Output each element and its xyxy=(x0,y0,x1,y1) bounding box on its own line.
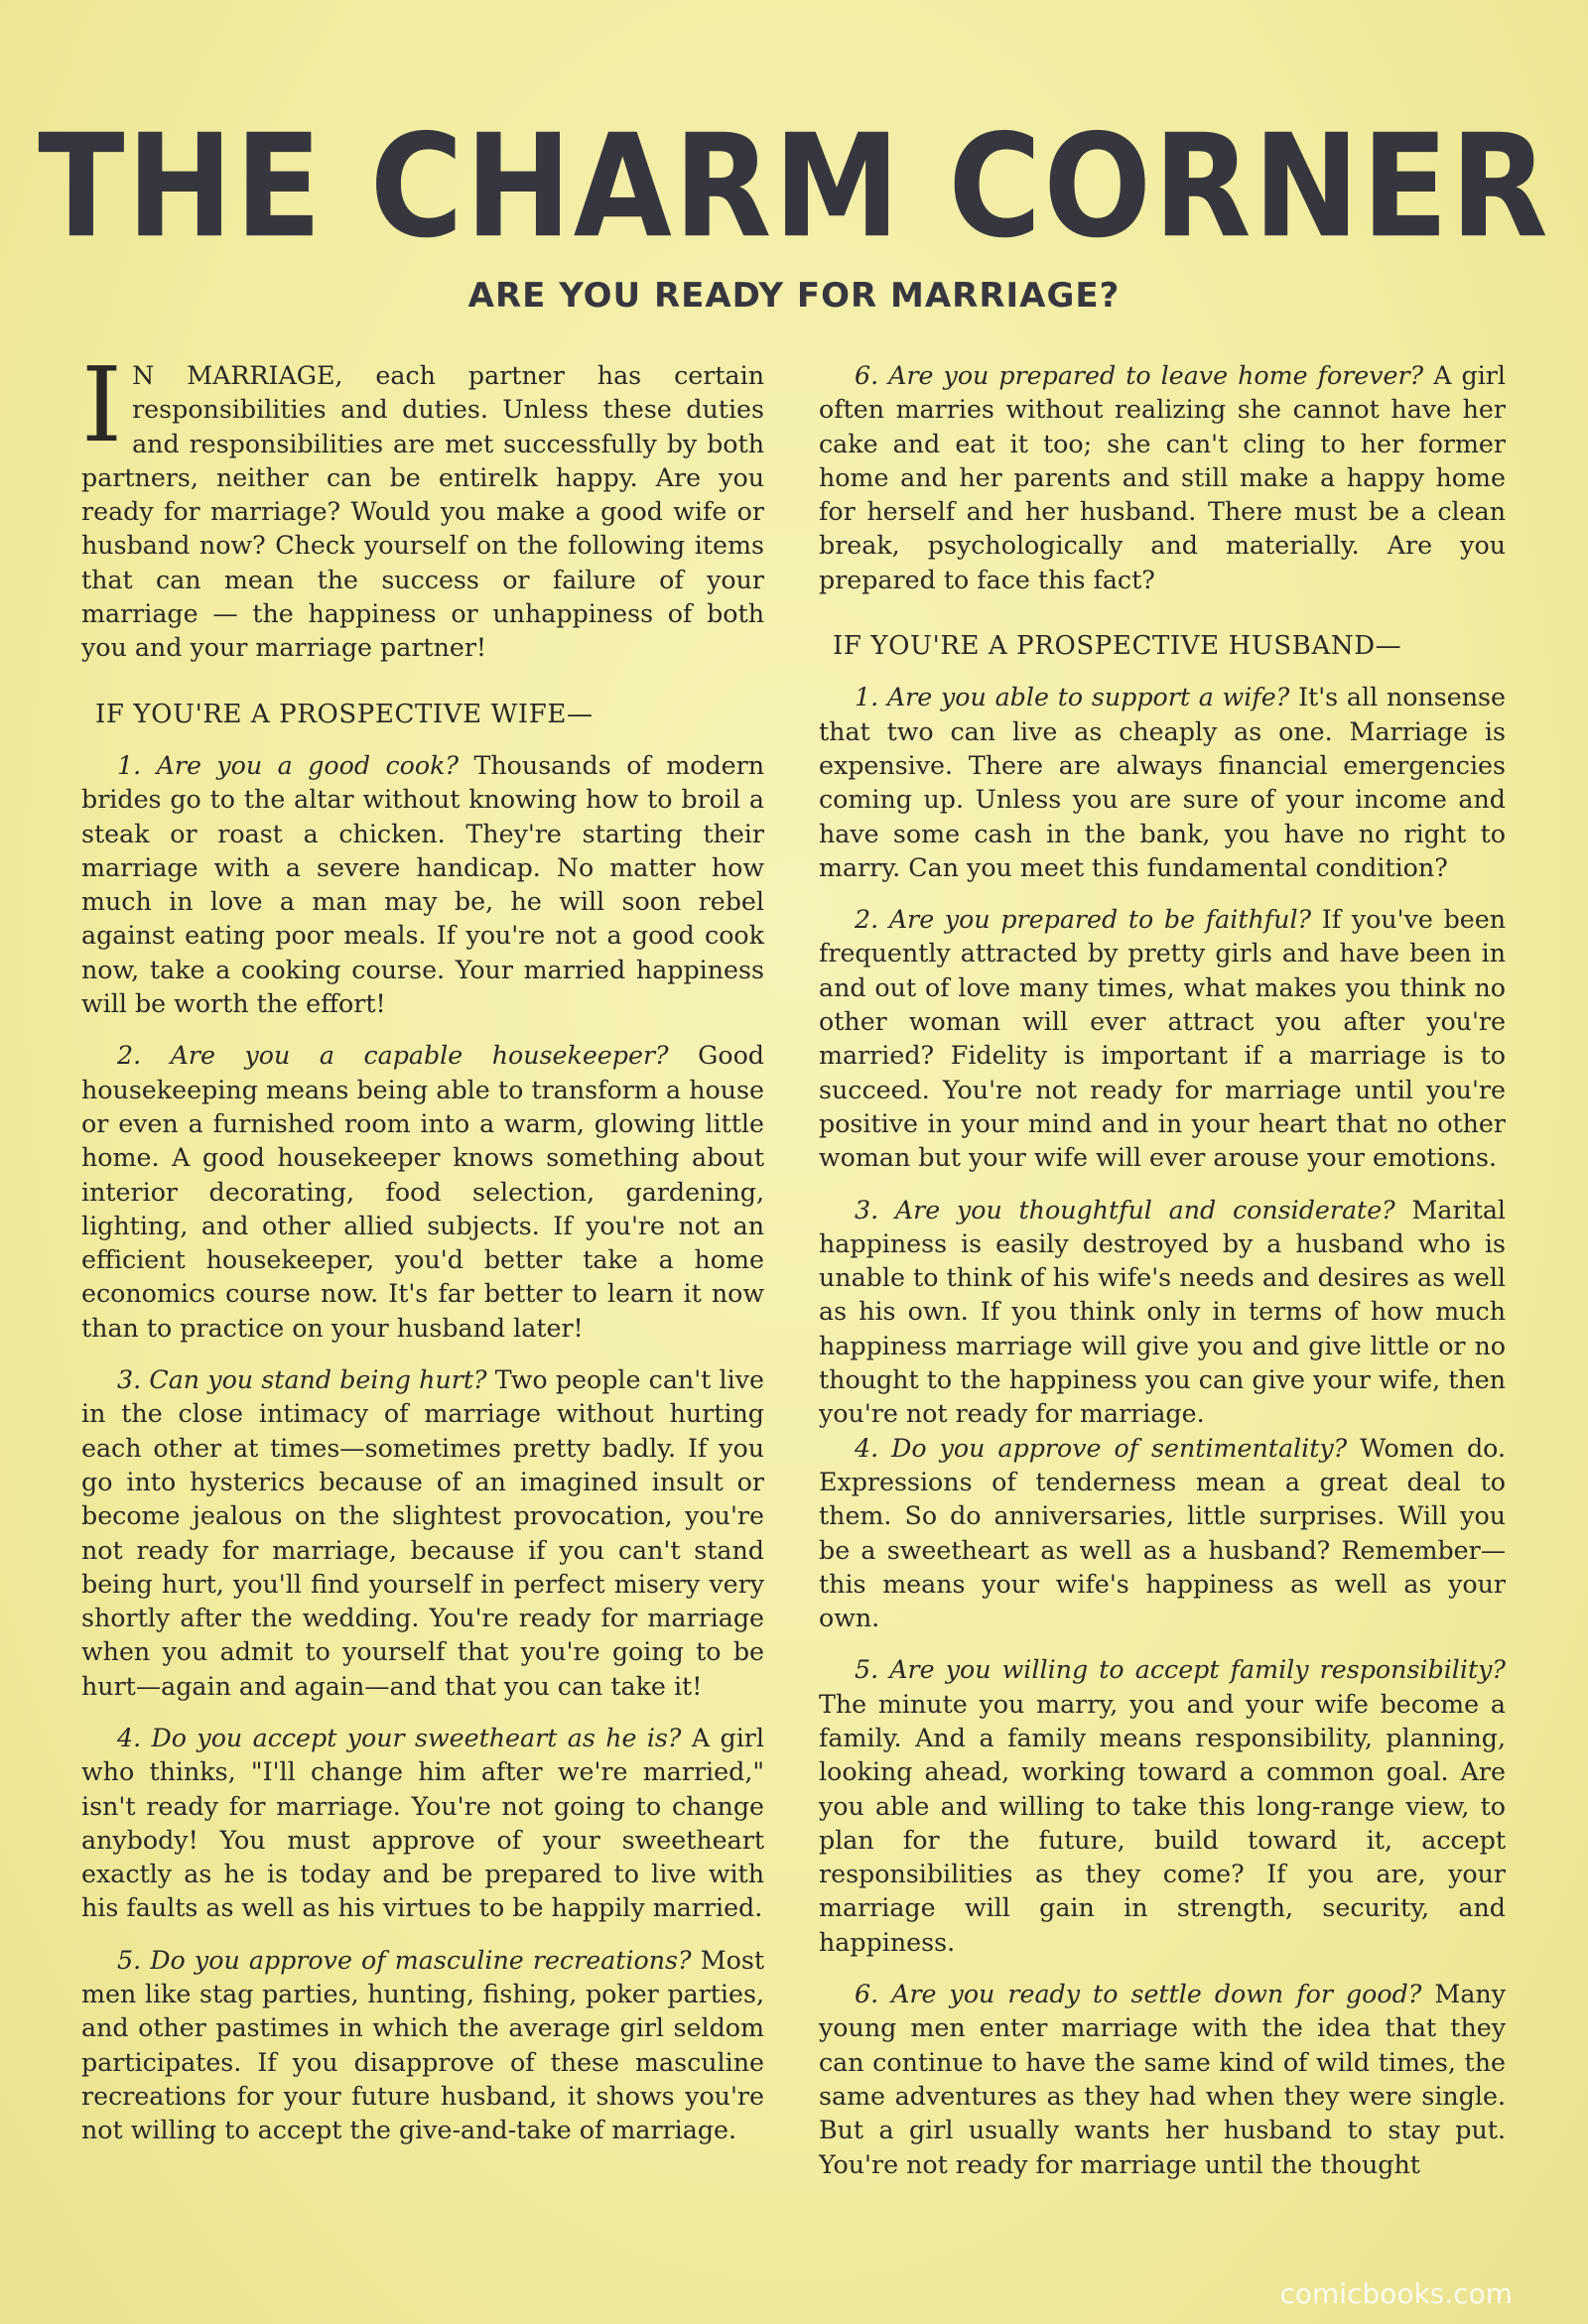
intro-paragraph xyxy=(81,344,764,666)
left-column xyxy=(81,344,765,2148)
intro-text: N MARRIAGE, each partner has certain responsibilities and duties. Unless these duties and responsibilities are met successfully by both partners, neither can be entirelk happy. Are you ready for marriage? Would you make a good wife or husband now? Check yourself on the following items that can mean the success or failure of your marriage — the happiness or unhappiness of both you and your marriage partner! xyxy=(81,361,764,663)
husband-item-3 xyxy=(819,1194,1506,1432)
wife-item-2-text: Good housekeeping means being able to transform a house or even a furnished room into a warm, glowing little home. A good housekeeper knows something about interior decorating, food selection, gardening, lighting, and other allied subjects. If you're not an efficient housekeeper, you'd better take a home economics course now. It's far better to learn it now than to practice on your husband later! xyxy=(81,1041,764,1343)
husband-item-4 xyxy=(819,1432,1506,1636)
wife-item-2 xyxy=(81,1039,764,1346)
husband-item-4-text: Women do. Expressions of tenderness mean a great deal to them. So do anniversaries, little surprises. Will you be a sweetheart as well as a husband? Remember—this means your wife's happiness as well as your own. xyxy=(819,1433,1506,1633)
wife-item-6 xyxy=(819,359,1506,597)
husband-item-3-text: Marital happiness is easily destroyed by a husband who is unable to think of his wife's needs and desires as well as his own. If you think only in terms of how much happiness marriage will give you and give little or no thought to the happiness you can give your wife, then you're not ready for marriage. xyxy=(819,1195,1506,1429)
husband-item-3-question: 3. Are you thoughtful and considerate? xyxy=(855,1195,1395,1225)
husband-item-4-question: 4. Do you approve of sentimentality? xyxy=(855,1433,1348,1463)
husband-item-2 xyxy=(819,903,1506,1175)
wife-item-4-text: A girl who thinks, "I'll change him after we're married," isn't ready for marriage. You're not going to change anybody! You must approve of your sweetheart exactly as he is today and be prepared to live with his faults as well as his virtues to be happily married. xyxy=(81,1723,764,1923)
wife-item-5-text: Most men like stag parties, hunting, fishing, poker parties, and other pastimes in which the average girl seldom participates. If you disapprove of these masculine recreations for your future husband, it shows you're not willing to accept the give-and-take of marriage. xyxy=(81,1945,764,2145)
husband-item-1 xyxy=(819,681,1506,885)
husband-item-1-question: 1. Are you able to support a wife? xyxy=(855,683,1290,712)
husband-item-5-question: 5. Are you willing to accept family responsibility? xyxy=(855,1655,1506,1685)
husband-item-6-text: Many young men enter marriage with the idea that they can continue to have the same kind of wild times, the same adventures as they had when they were single. But a girl usually wants her husband to stay put. You're not ready for marriage until the thought xyxy=(819,1980,1506,2179)
page-title: THE CHARM CORNER xyxy=(38,103,1550,270)
right-column xyxy=(819,359,1506,2182)
wife-item-4 xyxy=(81,1722,764,1926)
watermark: comicbooks.com xyxy=(1279,2277,1513,2310)
husband-item-2-text: If you've been frequently attracted by pretty girls and have been in and out of love many times, what makes you think no other woman will ever attract you after you're married? Fidelity is important if a marriage is to succeed. You're not ready for marriage until you're positive in your mind and in your heart that no other woman but your wife will ever arouse your emotions. xyxy=(819,905,1507,1173)
drop-cap: I xyxy=(81,344,123,465)
husband-item-5 xyxy=(819,1653,1506,1960)
husband-item-2-question: 2. Are you prepared to be faithful? xyxy=(855,905,1312,935)
wife-item-3-question: 3. Can you stand being hurt? xyxy=(117,1365,487,1395)
wife-item-3-text: Two people can't live in the close intimacy of marriage without hurting each other at times—sometimes pretty badly. If you go into hysterics because of an imagined insult or become jealous on the slightest provocation, you're not ready for marriage, because if you can't stand being hurt, you'll find yourself in perfect misery very shortly after the wedding. You're ready for marriage when you admit to yourself that you're going to be hurt—again and again—and that you can take it! xyxy=(81,1365,764,1701)
wife-item-6-question: 6. Are you prepared to leave home forever? xyxy=(855,361,1424,390)
wife-item-6-text: A girl often marries without realizing she cannot have her cake and eat it too; she can't cling to her former home and her parents and still make a happy home for herself and her husband. There must be a clean break, psychologically and materially. Are you prepared to face this fact? xyxy=(819,361,1506,594)
wife-item-1-question: 1. Are you a good cook? xyxy=(117,750,460,780)
husband-item-5-text: The minute you marry, you and your wife become a family. And a family means responsibility, planning, looking ahead, working toward a common goal. Are you able and willing to take this long-range view, to plan for the future, build toward it, accept responsibilities as they come? If you are, your marriage will gain in strength, security, and happiness. xyxy=(819,1689,1506,1957)
wife-item-2-question: 2. Are you a capable housekeeper? xyxy=(117,1041,669,1071)
article-subtitle: ARE YOU READY FOR MARRIAGE? xyxy=(467,276,1121,316)
husband-item-1-text: It's all nonsense that two can live as cheaply as one. Marriage is expensive. There are always financial emergencies coming up. Unless you are sure of your income and have some cash in the bank, you have no right to marry. Can you meet this fundamental condition? xyxy=(819,683,1506,882)
wife-item-4-question: 4. Do you accept your sweetheart as he is? xyxy=(117,1723,682,1752)
husband-item-6 xyxy=(819,1978,1506,2182)
wife-section-heading: IF YOU'RE A PROSPECTIVE WIFE— xyxy=(95,699,594,729)
wife-item-5 xyxy=(81,1944,764,2148)
husband-section-heading: IF YOU'RE A PROSPECTIVE HUSBAND— xyxy=(833,631,1402,662)
wife-item-1-text: Thousands of modern brides go to the altar without knowing how to broil a steak or roast a chicken. They're starting their marriage with a severe handicap. No matter how much in love a man may be, he will soon rebel against eating poor meals. If you're not a good cook now, take a cooking course. Your married happiness will be worth the effort! xyxy=(81,750,765,1019)
wife-item-1 xyxy=(81,749,764,1021)
wife-item-3 xyxy=(81,1363,764,1704)
wife-item-5-question: 5. Do you approve of masculine recreations? xyxy=(117,1945,692,1975)
husband-item-6-question: 6. Are you ready to settle down for good? xyxy=(855,1980,1422,2009)
